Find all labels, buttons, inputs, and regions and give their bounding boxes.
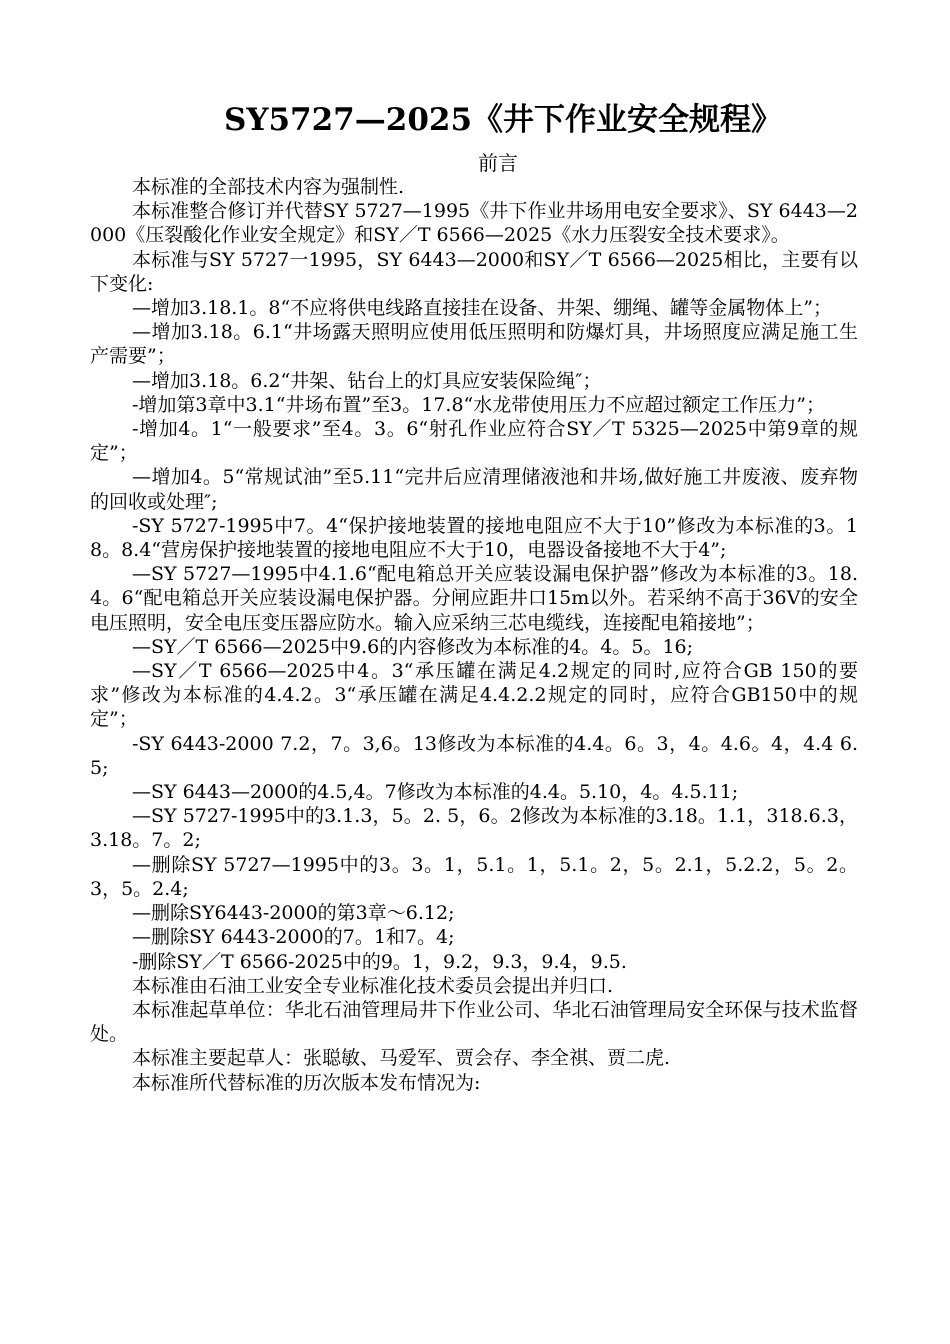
paragraph: 本标准所代替标准的历次版本发布情况为: — [132, 1071, 481, 1094]
foreword-heading: 前言 — [478, 151, 518, 175]
document-title: SY5727—2025《井下作业安全规程》 — [223, 102, 783, 138]
paragraph: —删除SY 6443-2000的7。1和7。4; — [132, 926, 455, 949]
paragraph: 本标准整合修订并代替SY 5727—1995《井下作业井场用电安全要求》、SY 6443—2000《压裂酸化作业安全规定》和SY／T 6566—2025《水力压裂安全技术要求》。 — [90, 200, 858, 247]
paragraph: —SY 5727-1995中的3.1.3，5。2. 5，6。2修改为本标准的3.18。1.1，318.6.3，3.18。7。2; — [90, 805, 858, 852]
paragraph: —增加3.18。6.1“井场露天照明应使用低压照明和防爆灯具，井场照度应满足施工生产需要”； — [90, 321, 858, 368]
paragraph: —SY 5727—1995中4.1.6“配电箱总开关应装设漏电保护器”修改为本标准的3。18.4。6“配电箱总开关应装设漏电保护器。分闸应距井口15m以外。若采纳不高于36V的安全电压照明，安全电压变压器应防水。输入应采纳三芯电缆线，连接配电箱接地”； — [90, 563, 858, 634]
paragraph: —删除SY 5727—1995中的3。3。1，5.1。1，5.1。2，5。2.1，5.2.2，5。2。3，5。2.4; — [90, 853, 858, 900]
paragraph: 本标准与SY 5727一1995，SY 6443—2000和SY／T 6566—2025相比，主要有以下变化: — [90, 248, 858, 295]
paragraph: —SY／T 6566—2025中4。3“承压罐在满足4.2规定的同时,应符合GB 150的要求”修改为本标准的4.4.2。3“承压罐在满足4.4.2.2规定的同时，应符合GB150中的规定”； — [90, 660, 858, 731]
paragraph: -增加4。1“一般要求”至4。3。6“射孔作业应符合SY／T 5325—2025中第9章的规定”； — [90, 418, 858, 465]
paragraph: 本标准起草单位：华北石油管理局井下作业公司、华北石油管理局安全环保与技术监督处。 — [90, 998, 858, 1046]
paragraph: —增加3.18.1。8“不应将供电线路直接挂在设备、井架、绷绳、罐等金属物体上”； — [132, 297, 832, 320]
paragraph: -增加第3章中3.1“井场布置”至3。17.8“水龙带使用压力不应超过额定工作压力”； — [132, 393, 825, 416]
paragraph: —增加3.18。6.2“井架、钻台上的灯具应安装保险绳″； — [132, 369, 602, 392]
paragraph: —删除SY6443-2000的第3章～6.12; — [132, 902, 455, 925]
paragraph: 本标准主要起草人：张聪敏、马爱军、贾会存、李全祺、贾二虎. — [132, 1047, 671, 1070]
paragraph: 本标准的全部技术内容为强制性. — [132, 176, 405, 198]
document-body — [90, 175, 858, 1095]
paragraph: -SY 6443-2000 7.2，7。3,6。13修改为本标准的4.4。6。3，4。4.6。4，4.4 6.5; — [90, 732, 858, 779]
paragraph: -SY 5727-1995中7。4“保护接地装置的接地电阻应不大于10”修改为本标准的3。18。8.4“营房保护接地装置的接地电阻应不大于10，电器设备接地不大于4”; — [90, 514, 858, 562]
paragraph: —增加4。5“常规试油”至5.11“完井后应清理储液池和井场,做好施工井废液、废弃物的回收或处理″; — [90, 466, 858, 513]
paragraph: -删除SY／T 6566-2025中的9。1，9.2，9.3，9.4，9.5. — [132, 950, 627, 973]
paragraph: 本标准由石油工业安全专业标准化技术委员会提出并归口. — [132, 974, 614, 997]
paragraph: —SY 6443—2000的4.5,4。7修改为本标准的4.4。5.10，4。4.5.11; — [132, 781, 739, 804]
paragraph: —SY／T 6566—2025中9.6的内容修改为本标准的4。4。5。16; — [132, 635, 694, 658]
